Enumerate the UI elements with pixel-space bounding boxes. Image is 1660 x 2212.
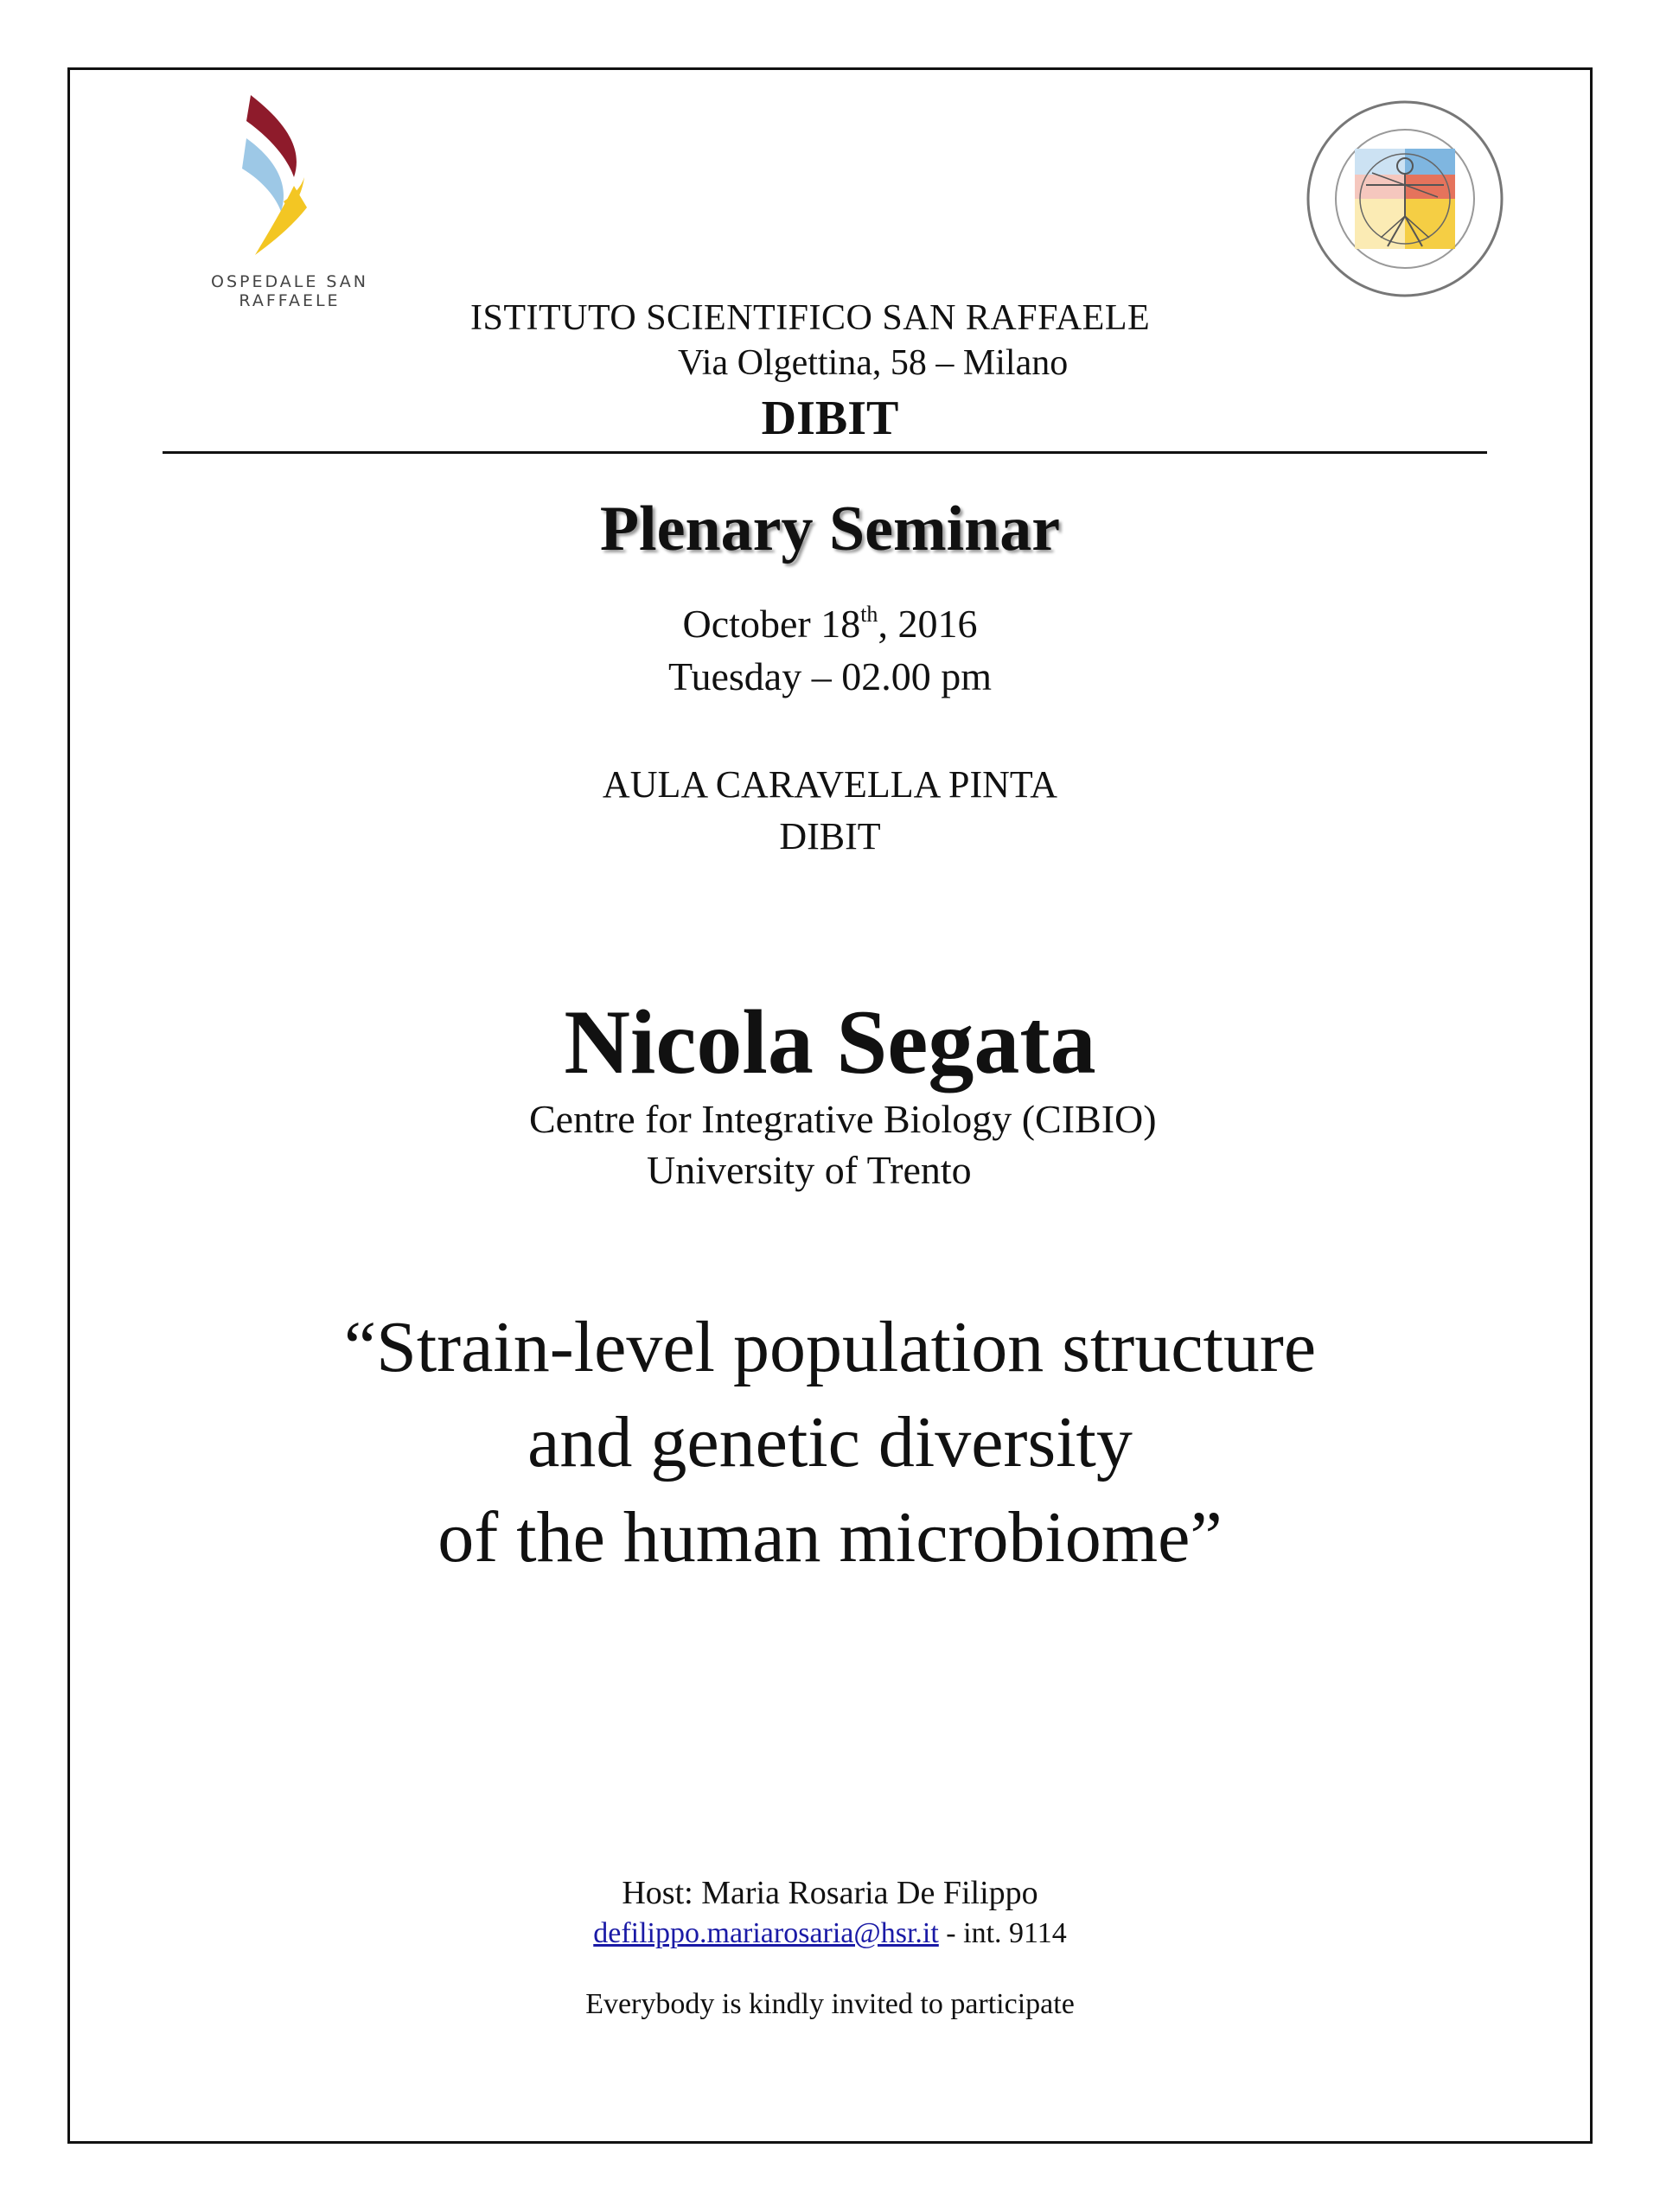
invitation-text: Everybody is kindly invited to participate [585,1988,1075,2020]
ribbon-logo-icon [242,91,337,264]
talk-title-line: of the human microbiome” [437,1497,1223,1578]
department-name: DIBIT [761,392,899,445]
institute-address: Via Olgettina, 58 – Milano [678,343,1069,383]
speaker-name: Nicola Segata [564,991,1096,1093]
institute-name: ISTITUTO SCIENTIFICO SAN RAFFAELE [470,298,1151,338]
host-extension: - int. 9114 [938,1917,1067,1949]
talk-title-line: “Strain-level population structure [343,1307,1317,1387]
ospedale-logo [164,91,415,310]
event-room: AULA CARAVELLA PINTA [602,763,1058,806]
event-date [0,601,1660,647]
university-seal [1301,95,1509,303]
ospedale-logo-text: OSPEDALE SAN RAFFAELE [210,272,369,310]
seminar-type: Plenary Seminar [599,494,1061,564]
event-date-year: , 2016 [878,602,978,646]
host-email-link[interactable]: defilippo.mariarosaria@hsr.it [593,1917,939,1949]
event-date-day: October 18 [682,602,861,646]
host-contact [0,1917,1660,1950]
host-name: Host: Maria Rosaria De Filippo [622,1875,1038,1911]
header-divider [163,451,1487,454]
vitruvian-seal-icon [1301,95,1509,303]
speaker-affiliation: Centre for Integrative Biology (CIBIO) [529,1097,1157,1141]
talk-title-line: and genetic diversity [527,1402,1133,1482]
event-time: Tuesday – 02.00 pm [668,654,992,698]
event-building: DIBIT [779,815,881,857]
event-date-ordinal: th [860,602,878,627]
speaker-university: University of Trento [647,1148,972,1192]
